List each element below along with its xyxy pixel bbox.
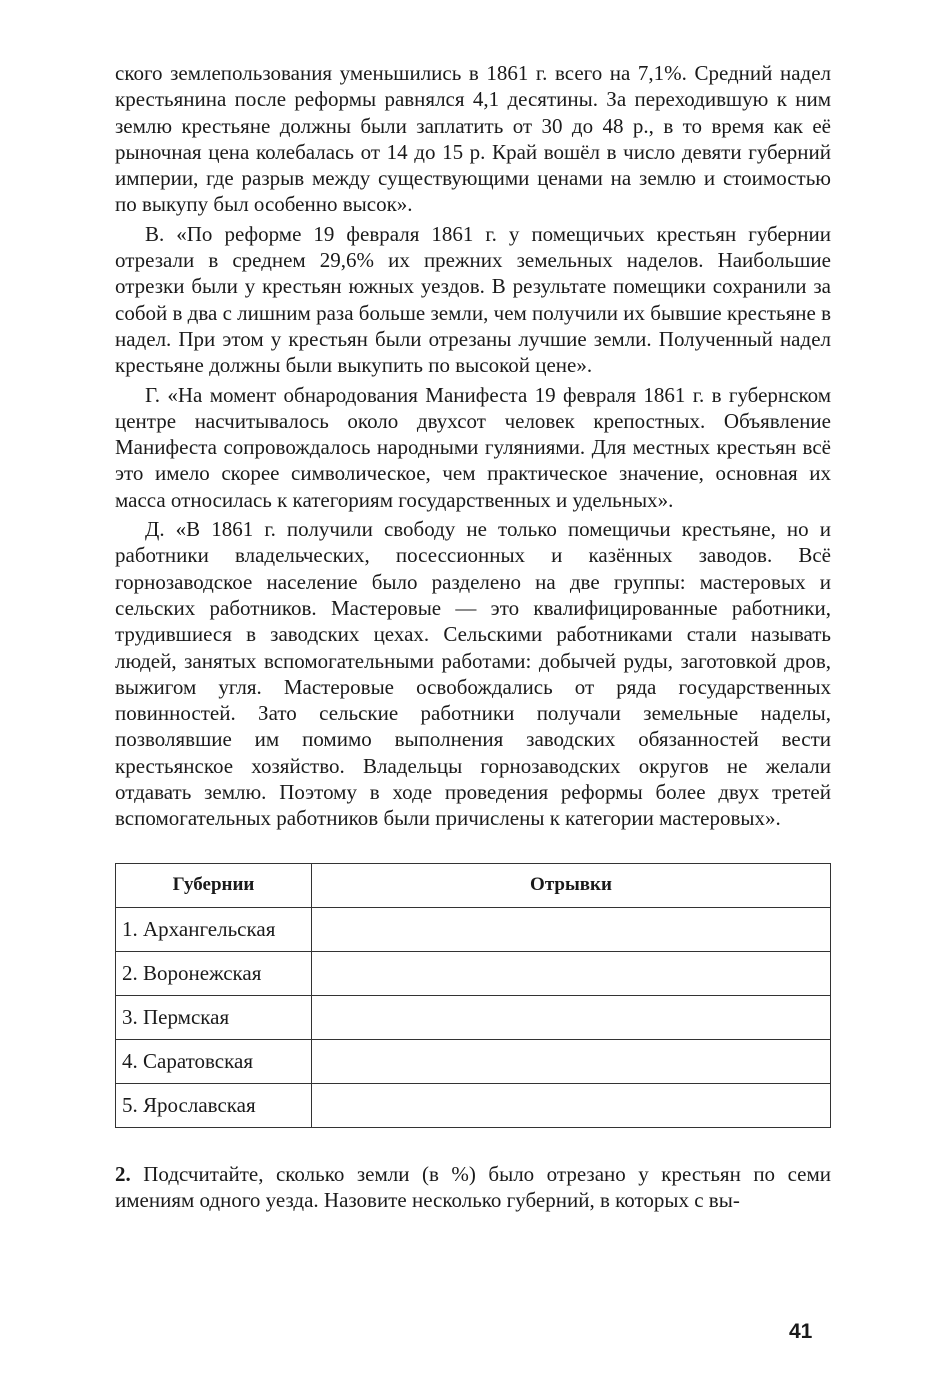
paragraph-excerpt-d: Д. «В 1861 г. получили свободу не только помещичьи крестьяне, но и работники владельческих, посессионных и казённых заводов. Всё горнозаводское население было разделено на две группы: мастеровых и сельских работников. Мастеровые — это квалифицированные работники, трудившиеся в заводских цехах. Сельскими работниками стали называть людей, занятых вспомогательными работами: добычей руды, заготовкой дров, выжигом угля. Мастеровые освобождались от ряда государственных повинностей. Зато сельские работники получали земельные наделы, позволявшие им помимо выполнения заводских обязанностей вести крестьянское хозяйство. Владельцы горнозаводских округов не желали отдавать землю. Поэтому в ходе проведения реформы более двух третей вспомогательных работников были причислены к категории мастеровых».	[115, 517, 831, 831]
table-row	[116, 907, 831, 951]
paragraph-excerpt-v: В. «По реформе 19 февраля 1861 г. у помещичьих крестьян губернии отрезали в среднем 29,6% их прежних земельных наделов. Наибольшие отрезки были у крестьян южных уездов. В результате помещики сохранили за собой в два с лишним раза больше земли, чем получили их бывшие крестьяне в надел. При этом у крестьян были отрезаны лучшие земли. Полученный надел крестьяне должны были выкупить по высокой цене».	[115, 221, 831, 378]
column-header-excerpts: Отрывки	[312, 863, 831, 907]
table-row	[116, 1039, 831, 1083]
task-number: 2.	[115, 1161, 131, 1186]
task-2	[115, 1161, 831, 1214]
excerpt-cell	[312, 951, 831, 995]
excerpt-cell	[312, 995, 831, 1039]
province-cell: 5. Ярославская	[116, 1083, 312, 1127]
table-row	[116, 1083, 831, 1127]
province-cell: 2. Воронежская	[116, 951, 312, 995]
provinces-table	[115, 863, 831, 1128]
table-header-row	[116, 863, 831, 907]
table-row	[116, 951, 831, 995]
task-text: Подсчитайте, сколько земли (в %) было отрезано у крестьян по семи имениям одного уезда. Назовите несколько губерний, в которых с вы-	[115, 1161, 831, 1212]
excerpt-cell	[312, 907, 831, 951]
page-number: 41	[789, 1320, 813, 1343]
excerpt-cell	[312, 1083, 831, 1127]
column-header-provinces: Губернии	[116, 863, 312, 907]
paragraph-continuation: ского землепользования уменьшились в 1861 г. всего на 7,1%. Средний надел крестьянина после реформы равнялся 4,1 десятины. За переходившую к ним землю крестьяне должны были заплатить от 30 до 48 р., в то время как её рыночная цена колебалась от 14 до 15 р. Край вошёл в число девяти губерний империи, где разрыв между существующими ценами на землю и стоимостью по выкупу был особенно высок».	[115, 61, 831, 217]
province-cell: 4. Саратовская	[116, 1039, 312, 1083]
table-row	[116, 995, 831, 1039]
paragraph-excerpt-g: Г. «На момент обнародования Манифеста 19 февраля 1861 г. в губернском центре насчитывалось около двухсот человек крепостных. Объявление Манифеста сопровождалось народными гуляниями. Для местных крестьян всё это имело скорее символическое, чем практическое значение, основная их масса относилась к категориям государственных и удельных».	[115, 382, 831, 512]
province-cell: 3. Пермская	[116, 995, 312, 1039]
page-content	[115, 60, 831, 1213]
province-cell: 1. Архангельская	[116, 907, 312, 951]
excerpt-cell	[312, 1039, 831, 1083]
